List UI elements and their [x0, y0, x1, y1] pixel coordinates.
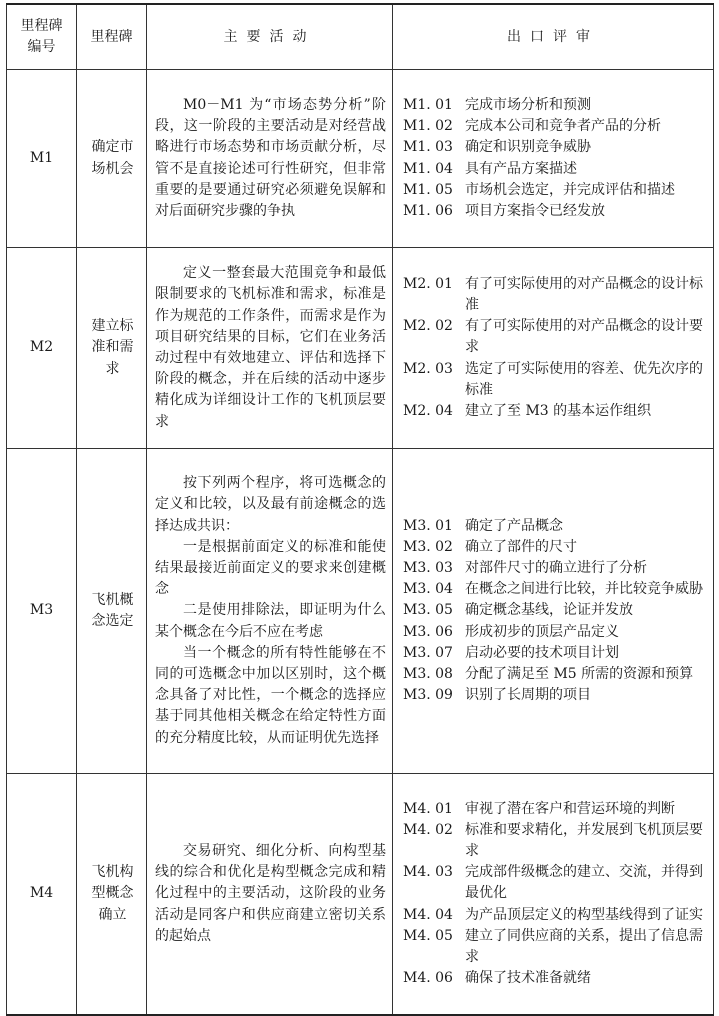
review-item: M3. 01 确定了产品概念: [403, 517, 563, 534]
header-row: [7, 4, 714, 70]
table-row: [7, 774, 714, 1016]
review-item: M3. 09 识别了长周期的项目: [403, 687, 591, 704]
review-item: M4. 04 为产品顶层定义的构型基线得到了证实: [403, 906, 703, 923]
review-item: M1. 01 完成市场分析和预测: [403, 96, 591, 113]
main-activities: 定义一整套最大范围竞争和最低限制要求的飞机标准和需求，标准是作为规范的工作条件，而需求是作为项目研究结果的目标，它们在业务活动过程中有效地建立、评估和选择下阶段的概念，并在后续的活动中逐步精化成为详细设计工作的飞机顶层要求: [147, 248, 393, 449]
header-activities: 主要活动: [147, 4, 393, 70]
review-item: M4. 05 建立了同供应商的关系，提出了信息需求: [403, 927, 703, 965]
main-activities: 交易研究、细化分析、向构型基线的综合和优化是构型概念完成和精化过程中的主要活动，这阶段的业务活动是同客户和供应商建立密切关系的起始点: [147, 774, 393, 1016]
milestone-code: M3: [7, 449, 77, 774]
milestone-code: M4: [7, 774, 77, 1016]
milestone-table: [6, 3, 714, 1016]
review-item: M3. 07 启动必要的技术项目计划: [403, 644, 619, 661]
milestone-name: 飞机概念选定: [77, 449, 147, 774]
main-activities: 按下列两个程序，将可选概念的定义和比较，以及最有前途概念的选择达成共识： 一是根据前面定义的标准和能使结果最接近前面定义的要求来创建概念 二是使用排除法，即证明为什么某个概念在今后不应在考虑 当一个概念的所有特性能够在不同的可选概念中加以区别时，这个概念具备了对比性，一个概念的选择应基于同其他相关概念在给定特性方面的充分精度比较，从而证明优先选择: [147, 449, 393, 774]
exit-review: [393, 774, 714, 1016]
milestone-name: 建立标准和需求: [77, 248, 147, 449]
review-item: M4. 01 审视了潜在客户和营运环境的判断: [403, 800, 675, 817]
main-activities: M0－M1 为“市场态势分析”阶段，这一阶段的主要活动是对经营战略进行市场态势和市场贡献分析，尽管不是直接论述可行性研究，但非常重要的是要通过研究必须避免误解和对后面研究步骤的争执: [147, 70, 393, 248]
review-item: M2. 02 有了可实际使用的对产品概念的设计要求: [403, 318, 703, 356]
milestone-code: M2: [7, 248, 77, 449]
review-item: M1. 06 项目方案指令已经发放: [403, 202, 605, 219]
review-item: M4. 06 确保了技术准备就绪: [403, 970, 591, 987]
review-item: M2. 04 建立了至 M3 的基本运作组织: [403, 403, 652, 419]
review-item: M3. 05 确定概念基线，论证并发放: [403, 602, 633, 619]
review-item: M3. 02 确立了部件的尺寸: [403, 538, 577, 555]
review-item: M2. 01 有了可实际使用的对产品概念的设计标准: [403, 275, 703, 313]
review-item: M2. 03 选定了可实际使用的容差、优先次序的标准: [403, 360, 703, 398]
review-item: M4. 02 标准和要求精化，并发展到飞机顶层要求: [403, 821, 703, 859]
table-row: [7, 248, 714, 449]
review-item: M4. 03 完成部件级概念的建立、交流，并得到最优化: [403, 864, 703, 902]
milestone-name: 确定市场机会: [77, 70, 147, 248]
exit-review: [393, 70, 714, 248]
review-item: M1. 04 具有产品方案描述: [403, 160, 577, 177]
header-milestone: 里程碑: [77, 4, 147, 70]
table-row: [7, 449, 714, 774]
review-item: M1. 02 完成本公司和竞争者产品的分析: [403, 118, 661, 135]
exit-review: [393, 449, 714, 774]
review-item: M1. 03 确定和识别竞争威胁: [403, 139, 591, 156]
header-code: 里程碑编号: [7, 4, 77, 70]
header-review: 出口评审: [393, 4, 714, 70]
exit-review: [393, 248, 714, 449]
table-row: [7, 70, 714, 248]
review-item: M3. 08 分配了满足至 M5 所需的资源和预算: [403, 666, 694, 682]
review-item: M1. 05 市场机会选定，并完成评估和描述: [403, 181, 675, 198]
review-item: M3. 04 在概念之间进行比较，并比较竞争威胁: [403, 581, 703, 598]
review-item: M3. 06 形成初步的顶层产品定义: [403, 623, 619, 640]
milestone-name: 飞机构型概念确立: [77, 774, 147, 1016]
review-item: M3. 03 对部件尺寸的确立进行了分析: [403, 559, 647, 576]
milestone-code: M1: [7, 70, 77, 248]
